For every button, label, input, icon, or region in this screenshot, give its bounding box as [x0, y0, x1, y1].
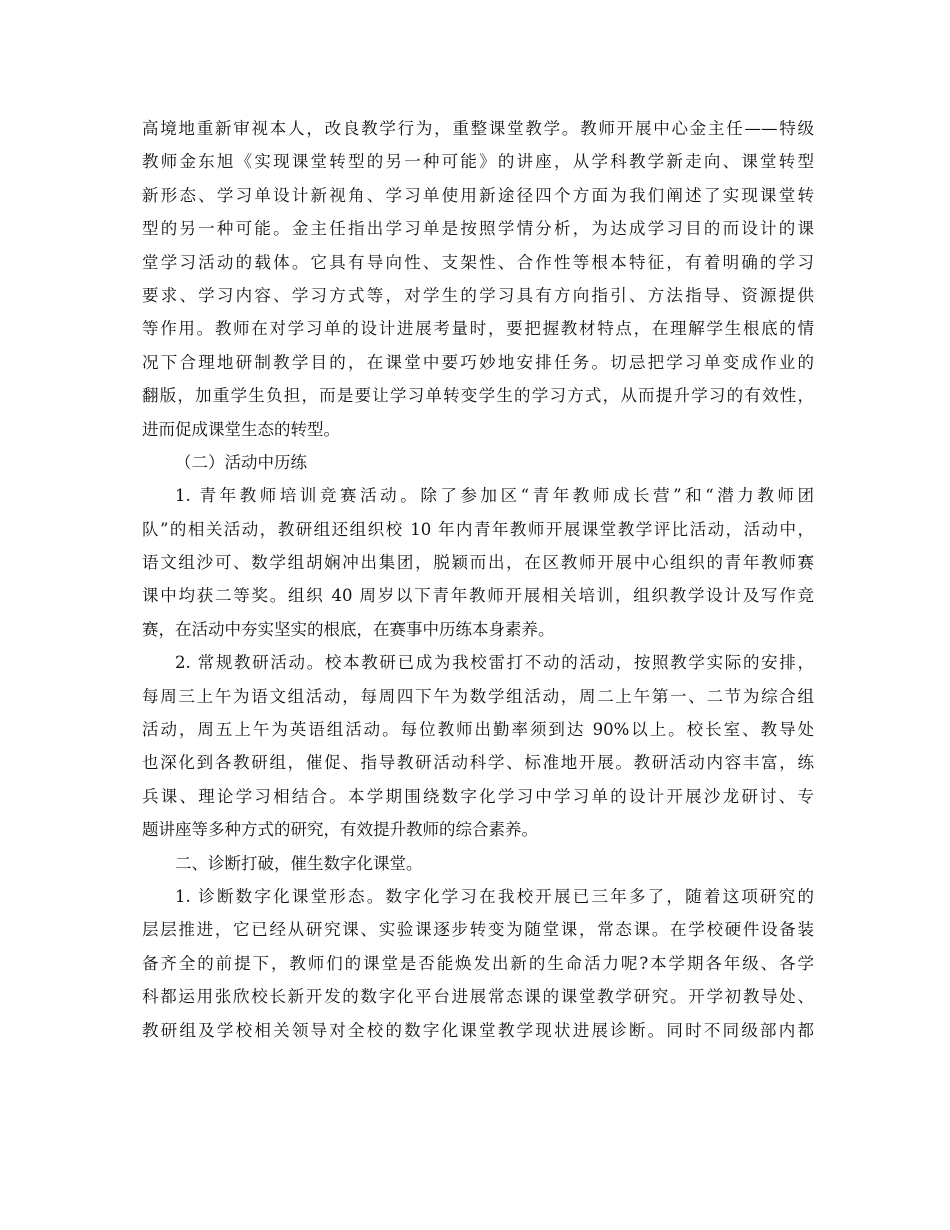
paragraph-line: 况下合理地研制教学目的，在课堂中要巧妙地安排任务。切忌把学习单变成作业的 — [142, 352, 814, 372]
paragraph-line: 每周三上午为语文组活动，每周四下午为数学组活动，周二上午第一、二节为综合组 — [142, 686, 814, 706]
paragraph-line: 新形态、学习单设计新视角、学习单使用新途径四个方面为我们阐述了实现课堂转 — [142, 185, 814, 205]
paragraph-line: 堂学习活动的载体。它具有导向性、支架性、合作性等根本特征，有着明确的学习 — [142, 252, 814, 272]
paragraph-line: 题讲座等多种方式的研究，有效提升教师的综合素养。 — [142, 820, 538, 840]
paragraph-line: 1. 诊断数字化课堂形态。数字化学习在我校开展已三年多了，随着这项研究的 — [175, 886, 814, 906]
section-heading: （二）活动中历练 — [175, 452, 307, 472]
paragraph-line: 也深化到各教研组，催促、指导教研活动科学、标准地开展。教研活动内容丰富，练 — [142, 753, 814, 773]
paragraph-line: 进而促成课堂生态的转型。 — [142, 419, 340, 439]
paragraph-line: 教师金东旭《实现课堂转型的另一种可能》的讲座，从学科教学新走向、课堂转型 — [142, 152, 814, 172]
paragraph-line: 层层推进，它已经从研究课、实验课逐步转变为随堂课，常态课。在学校硬件设备装 — [142, 920, 814, 940]
paragraph-line: 高境地重新审视本人，改良教学行为，重整课堂教学。教师开展中心金主任——特级 — [142, 119, 814, 138]
paragraph-line: 队”的相关活动，教研组还组织校 10 年内青年教师开展课堂教学评比活动，活动中， — [142, 519, 814, 539]
paragraph-line: 1. 青年教师培训竞赛活动。除了参加区“青年教师成长营”和“潜力教师团 — [175, 486, 814, 506]
paragraph-line: 2. 常规教研活动。校本教研已成为我校雷打不动的活动，按照教学实际的安排， — [175, 653, 814, 673]
paragraph-line: 要求、学习内容、学习方式等，对学生的学习具有方向指引、方法指导、资源提供 — [142, 285, 814, 305]
section-heading: 二、诊断打破，催生数字化课堂。 — [175, 853, 423, 873]
document-body — [142, 112, 814, 1047]
paragraph-line: 教研组及学校相关领导对全校的数字化课堂教学现状进展诊断。同时不同级部内都 — [142, 1020, 814, 1040]
paragraph-line: 翻版，加重学生负担，而是要让学习单转变学生的学习方式，从而提升学习的有效性， — [142, 386, 814, 406]
paragraph-line: 赛，在活动中夯实坚实的根底，在赛事中历练本身素养。 — [142, 619, 555, 639]
paragraph-line: 活动，周五上午为英语组活动。每位教师出勤率须到达 90%以上。校长室、教导处 — [142, 720, 814, 740]
paragraph-line: 科都运用张欣校长新开发的数字化平台进展常态课的课堂教学研究。开学初教导处、 — [142, 987, 814, 1007]
paragraph-line: 兵课、理论学习相结合。本学期围绕数字化学习中学习单的设计开展沙龙研讨、专 — [142, 786, 814, 806]
paragraph-line: 型的另一种可能。金主任指出学习单是按照学情分析，为达成学习目的而设计的课 — [142, 219, 814, 239]
paragraph-line: 课中均获二等奖。组织 40 周岁以下青年教师开展相关培训，组织教学设计及写作竞 — [142, 586, 814, 606]
paragraph-line: 等作用。教师在对学习单的设计进展考量时，要把握教材特点，在理解学生根底的情 — [142, 319, 814, 339]
paragraph-line: 备齐全的前提下，教师们的课堂是否能焕发出新的生命活力呢?本学期各年级、各学 — [142, 953, 814, 973]
paragraph-line: 语文组沙可、数学组胡娴冲出集团，脱颖而出，在区教师开展中心组织的青年教师赛 — [142, 553, 814, 573]
